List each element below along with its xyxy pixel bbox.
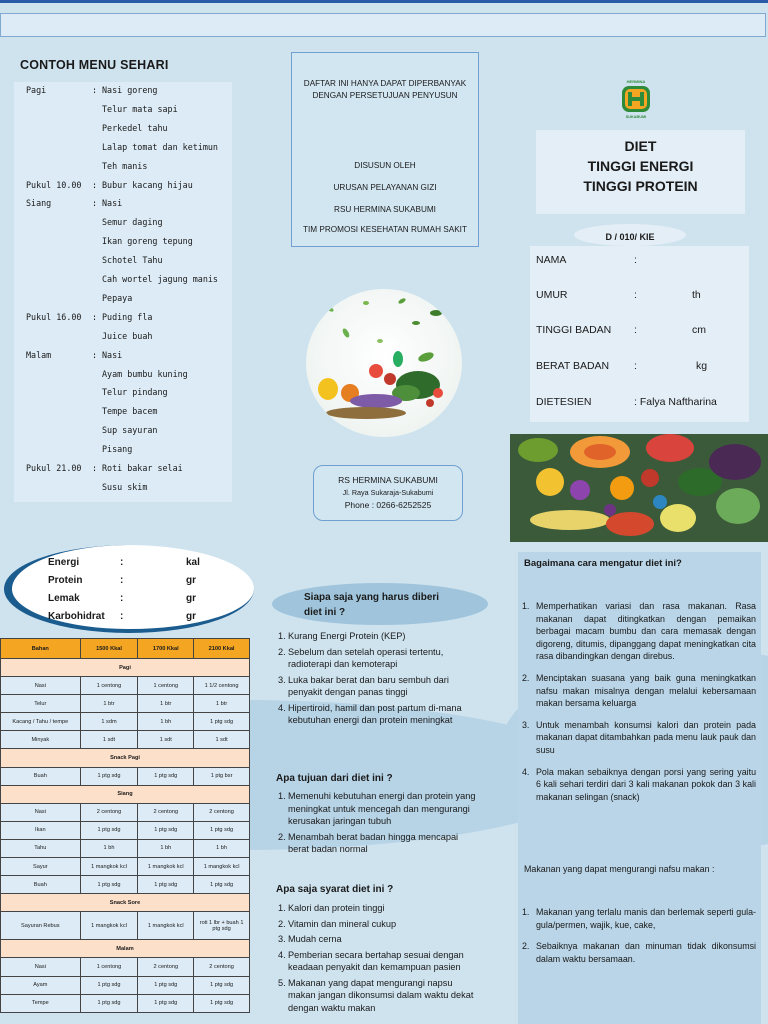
table-cell: 1 ptg sdg (194, 994, 250, 1012)
list-item (278, 918, 476, 931)
table-cell: Buah (1, 767, 81, 785)
table-cell: Sayuran Rebus (1, 912, 81, 940)
list-number: 5. (278, 977, 286, 988)
list-text: Kurang Energi Protein (KEP) (288, 631, 406, 641)
table-cell: 1 centong (80, 677, 138, 695)
cara-box (518, 552, 761, 1024)
nutrition-colon: : (120, 557, 124, 568)
table-row (1, 767, 250, 785)
table-cell: 1 btr (80, 695, 138, 713)
form-label: DIETESIEN (536, 396, 592, 408)
table-cell: 1 ptg sdg (80, 821, 138, 839)
menu-item: Puding fla (102, 311, 153, 322)
table-cell: Ayam (1, 976, 81, 994)
table-cell: 1 sdt (80, 731, 138, 749)
notice-line: URUSAN PELAYANAN GIZI (333, 183, 437, 192)
table-cell: 2 centong (194, 958, 250, 976)
table-row (1, 677, 250, 695)
list-text: Vitamin dan mineral cukup (288, 918, 397, 929)
form-unit: kg (696, 360, 708, 372)
table-cell: 1 ptg sdg (138, 876, 194, 894)
list-item (278, 674, 476, 699)
list-number: 2. (278, 646, 286, 657)
list-item (278, 949, 476, 974)
list-number: 2. (522, 941, 530, 952)
list-number: 1. (278, 631, 286, 641)
list-number: 1. (278, 903, 286, 913)
hospital-address: Jl. Raya Sukaraja-Sukabumi (342, 488, 434, 497)
menu-colon: : (92, 311, 98, 322)
table-header: 1500 Kkal (80, 639, 138, 659)
table-header: 2100 Kkal (194, 639, 250, 659)
diet-title-box (536, 130, 745, 214)
menu-colon: : (92, 463, 98, 473)
hermina-logo (618, 78, 654, 120)
nutrition-label: Energi (48, 557, 80, 568)
menu-colon: : (92, 179, 98, 190)
top-bar (0, 0, 768, 38)
table-cell: 1 mangkok kcl (194, 858, 250, 876)
menu-item: Nasi goreng (102, 85, 158, 95)
table-cell: 2 centong (138, 958, 194, 976)
nutrition-colon: : (120, 611, 124, 622)
table-section-row (1, 749, 250, 767)
list-text: Menambah berat badan hingga mencapai berat badan normal (288, 831, 459, 854)
table-header: Bahan (1, 639, 81, 659)
notice-line: DAFTAR INI HANYA DAPAT DIPERBANYAK (303, 79, 467, 88)
list-item (278, 702, 476, 727)
table-cell: 1 ptg sdg (138, 976, 194, 994)
table-row (1, 695, 250, 713)
menu-item: Ikan goreng tepung (102, 236, 193, 247)
vegetables-circle-image (306, 289, 462, 437)
menu-item: Juice buah (102, 330, 153, 341)
hospital-phone: Phone : 0266-6252525 (344, 500, 432, 510)
table-section-row (1, 894, 250, 912)
table-header: 1700 Kkal (138, 639, 194, 659)
table-cell: 2 centong (194, 803, 250, 821)
mengurangi-heading: Makanan yang dapat mengurangi nafsu makan : (524, 864, 715, 874)
list-item (278, 646, 476, 671)
menu-item: Bubur kacang hijau (102, 179, 193, 190)
form-colon: : (634, 254, 637, 266)
nutrition-summary (4, 545, 254, 633)
table-cell: 1 bh (194, 839, 250, 857)
nutrition-colon: : (120, 575, 124, 586)
list-text: Menciptakan suasana yang baik guna meningkatkan nafsu makan misalnya dengan melalui kebersamaan makan bersama keluarga (536, 672, 756, 709)
menu-box (14, 82, 232, 502)
list-number: 2. (278, 918, 286, 929)
menu-time: Siang (26, 198, 52, 209)
list-item (522, 672, 756, 710)
list-number: 1. (522, 601, 530, 611)
menu-item: Sup sayuran (102, 425, 158, 436)
menu-time: Pukul 21.00 (26, 463, 82, 473)
menu-colon: : (92, 85, 98, 95)
notice-line: TIM PROMOSI KESEHATAN RUMAH SAKIT (303, 225, 467, 234)
notice-line: RSU HERMINA SUKABUMI (334, 205, 436, 214)
list-item (522, 766, 756, 804)
table-cell: Tahu (1, 839, 81, 857)
table-cell: Tempe (1, 994, 81, 1012)
cara-heading: Bagaimana cara mengatur diet ini? (524, 558, 682, 569)
siapa-heading (272, 583, 488, 625)
table-cell: 1 1/2 centong (194, 677, 250, 695)
nutrition-unit: gr (186, 593, 196, 604)
menu-item: Telur mata sapi (102, 103, 178, 114)
menu-item: Susu skim (102, 481, 148, 492)
list-item (522, 600, 756, 663)
menu-item: Roti bakar selai (102, 463, 183, 473)
list-text: Makanan yang dapat mengurangi napsu makan jangan dikonsumsi dalam waktu dekat dengan waktu makan (288, 977, 474, 1013)
list-number: 2. (278, 831, 286, 842)
table-cell: Nasi (1, 803, 81, 821)
table-cell: 1 sdt (194, 731, 250, 749)
list-number: 4. (522, 766, 530, 777)
menu-item: Pepaya (102, 292, 133, 303)
list-text: Memperhatikan variasi dan rasa makanan. Rasa makanan dapat ditingkatkan dengan pemaikan berbagai macam bumbu dan cara memasak dengan digoreng, ditumis, dipanggang dapat meningkatkan cita rasa dibandingkan dengan direbus. (536, 601, 756, 662)
list-item (278, 902, 476, 915)
table-section-row (1, 940, 250, 958)
list-item (278, 831, 476, 856)
list-number: 4. (278, 949, 286, 960)
table-cell: 1 ptg sdg (80, 976, 138, 994)
menu-item: Cah wortel jagung manis (102, 274, 218, 284)
portion-table (0, 638, 250, 1013)
menu-item: Nasi (102, 349, 123, 360)
menu-item: Teh manis (102, 160, 148, 171)
table-row (1, 958, 250, 976)
list-number: 1. (522, 907, 530, 917)
menu-item: Schotel Tahu (102, 255, 163, 266)
form-colon: : (634, 289, 637, 301)
menu-item: Pisang (102, 444, 133, 455)
table-cell: 1 sdt (138, 731, 194, 749)
table-cell: 1 ptg sdg (80, 876, 138, 894)
table-row (1, 713, 250, 731)
menu-item: Perkedel tahu (102, 122, 168, 133)
menu-item: Telur pindang (102, 387, 168, 398)
syarat-heading: Apa saja syarat diet ini ? (276, 884, 394, 895)
nutrition-unit: gr (186, 575, 196, 586)
list-number: 4. (278, 702, 286, 713)
notice-box (291, 52, 479, 247)
patient-form (530, 246, 749, 422)
nutrition-label: Karbohidrat (48, 611, 105, 622)
hospital-name: RS HERMINA SUKABUMI (338, 475, 438, 485)
fruits-vegetables-photo (510, 434, 768, 542)
list-text: Memenuhi kebutuhan energi dan protein yang meningkat untuk mencegah dan mengurangi kerusakan jaringan tubuh (288, 791, 476, 826)
table-row (1, 803, 250, 821)
list-number: 3. (278, 674, 286, 685)
table-row (1, 976, 250, 994)
table-cell: Minyak (1, 731, 81, 749)
table-cell: 1 ptg sdg (80, 994, 138, 1012)
title-line-1: DIET (624, 138, 657, 154)
menu-item: Lalap tomat dan ketimun (102, 141, 218, 152)
tujuan-list (278, 790, 476, 859)
table-section-row (1, 785, 250, 803)
table-cell: Ikan (1, 821, 81, 839)
table-cell: Kacang / Tahu / tempe (1, 713, 81, 731)
table-cell: Telur (1, 695, 81, 713)
list-number: 2. (522, 672, 530, 683)
nutrition-label: Protein (48, 575, 83, 586)
list-number: 3. (522, 719, 530, 730)
list-text: Pemberian secara bertahap sesuai dengan keadaan penyakit dan kemampuan pasien (288, 949, 464, 972)
table-cell: 1 ptg sdg (138, 821, 194, 839)
menu-colon: : (92, 349, 98, 360)
cara-list (522, 600, 756, 812)
table-cell: 1 centong (138, 677, 194, 695)
table-row (1, 839, 250, 857)
list-item (278, 790, 476, 828)
nutrition-unit: kal (186, 557, 200, 568)
table-cell: 1 btr (194, 695, 250, 713)
table-cell: 1 mangkok kcl (138, 912, 194, 940)
table-row (1, 912, 250, 940)
list-text: Kalori dan protein tinggi (288, 903, 385, 913)
table-cell: 1 ptg sdg (194, 876, 250, 894)
table-cell: 1 ptg sdg (138, 767, 194, 785)
logo-top-text: HERMINA (626, 79, 646, 84)
table-row (1, 731, 250, 749)
list-item (278, 977, 476, 1015)
tujuan-heading: Apa tujuan dari diet ini ? (276, 773, 393, 784)
siapa-list (278, 630, 476, 730)
table-section-label: Snack Sore (1, 894, 250, 912)
form-colon: : (634, 360, 637, 372)
list-text: Luka bakar berat dan baru sembuh dari penyakit dengan panas tinggi (288, 674, 449, 697)
title-line-3: TINGGI PROTEIN (583, 178, 698, 194)
list-text: Makanan yang terlalu manis dan berlemak seperti gula-gula/permen, wajik, kue, cake, (536, 907, 756, 930)
form-label: TINGGI BADAN (536, 324, 612, 336)
list-number: 1. (278, 791, 286, 801)
list-text: Mudah cerna (288, 934, 342, 944)
table-cell: 2 centong (80, 803, 138, 821)
nutrition-colon: : (120, 593, 124, 604)
table-cell: 1 mangkok kcl (138, 858, 194, 876)
table-row (1, 821, 250, 839)
notice-line: DISUSUN OLEH (354, 161, 416, 170)
table-section-label: Snack Pagi (1, 749, 250, 767)
table-cell: 2 centong (138, 803, 194, 821)
table-cell: 1 mangkok kcl (80, 912, 138, 940)
table-cell: 1 bh (138, 713, 194, 731)
list-item (278, 630, 476, 643)
logo-bottom-text: SUKABUMI (625, 115, 647, 119)
form-label: UMUR (536, 289, 568, 301)
table-cell: Nasi (1, 958, 81, 976)
siapa-heading-line1: Siapa saja yang harus diberi (304, 592, 440, 603)
table-cell: 1 sdm (80, 713, 138, 731)
table-cell: 1 ptg sdg (194, 976, 250, 994)
mengurangi-list (522, 906, 756, 974)
list-item (522, 940, 756, 965)
table-section-label: Malam (1, 940, 250, 958)
table-row (1, 876, 250, 894)
menu-colon: : (92, 198, 98, 209)
list-text: Sebelum dan setelah operasi tertentu, radioterapi dan kemoterapi (288, 646, 444, 669)
list-text: Untuk menambah konsumsi kalori dan protein pada makanan dapat ditambahkan pada menu lauk pauk dan susu (536, 719, 756, 755)
table-header-row (1, 639, 250, 659)
table-row (1, 858, 250, 876)
list-number: 3. (278, 934, 286, 944)
menu-title: CONTOH MENU SEHARI (20, 58, 169, 72)
title-line-2: TINGGI ENERGI (587, 158, 694, 174)
list-text: Pola makan sebaiknya dengan porsi yang sering yaitu 6 kali sehari terdiri dari 3 kali makanan pokok dan 3 kali makanan selingan (snack) (536, 766, 756, 802)
form-unit: cm (692, 324, 706, 336)
table-row (1, 994, 250, 1012)
syarat-list (278, 902, 476, 1017)
nutrition-label: Lemak (48, 593, 80, 604)
table-cell: 1 ptg bsr (194, 767, 250, 785)
menu-item: Ayam bumbu kuning (102, 368, 188, 379)
form-colon: : (634, 324, 637, 336)
notice-line: DENGAN PERSETUJUAN PENYUSUN (312, 91, 458, 100)
list-item (278, 933, 476, 946)
list-item (522, 906, 756, 931)
table-cell: 1 ptg sdg (194, 821, 250, 839)
menu-time: Pukul 10.00 (26, 179, 82, 190)
document-code: D / 010/ KIE (574, 224, 686, 246)
table-cell: roti 1 lbr + buah 1 ptg sdg (194, 912, 250, 940)
list-text: Hipertiroid, hamil dan post partum di-mana kebutuhan energi dan protein meningkat (288, 702, 462, 725)
form-value: : Falya Naftharina (634, 396, 717, 408)
siapa-heading-line2: diet ini ? (304, 607, 346, 618)
table-section-row (1, 659, 250, 677)
table-cell: 1 ptg sdg (80, 767, 138, 785)
table-cell: 1 mangkok kcl (80, 858, 138, 876)
form-label: BERAT BADAN (536, 360, 610, 372)
nutrition-unit: gr (186, 611, 196, 622)
table-cell: 1 ptg sdg (138, 994, 194, 1012)
table-cell: 1 centong (80, 958, 138, 976)
list-text: Sebaiknya makanan dan minuman tidak dikonsumsi dalam waktu bersamaan. (536, 941, 756, 964)
table-cell: 1 bh (80, 839, 138, 857)
table-cell: 1 bh (138, 839, 194, 857)
table-cell: 1 ptg sdg (194, 713, 250, 731)
menu-time: Pukul 16.00 (26, 311, 82, 322)
table-section-label: Siang (1, 785, 250, 803)
table-cell: Buah (1, 876, 81, 894)
table-section-label: Pagi (1, 659, 250, 677)
table-cell: 1 btr (138, 695, 194, 713)
form-unit: th (692, 289, 701, 301)
table-cell: Sayur (1, 858, 81, 876)
menu-time: Pagi (26, 85, 47, 95)
menu-item: Tempe bacem (102, 406, 158, 417)
hospital-info-box (313, 465, 463, 521)
menu-item: Semur daging (102, 217, 163, 228)
menu-time: Malam (26, 349, 52, 360)
table-cell: Nasi (1, 677, 81, 695)
menu-item: Nasi (102, 198, 123, 209)
form-label: NAMA (536, 254, 567, 266)
list-item (522, 719, 756, 757)
